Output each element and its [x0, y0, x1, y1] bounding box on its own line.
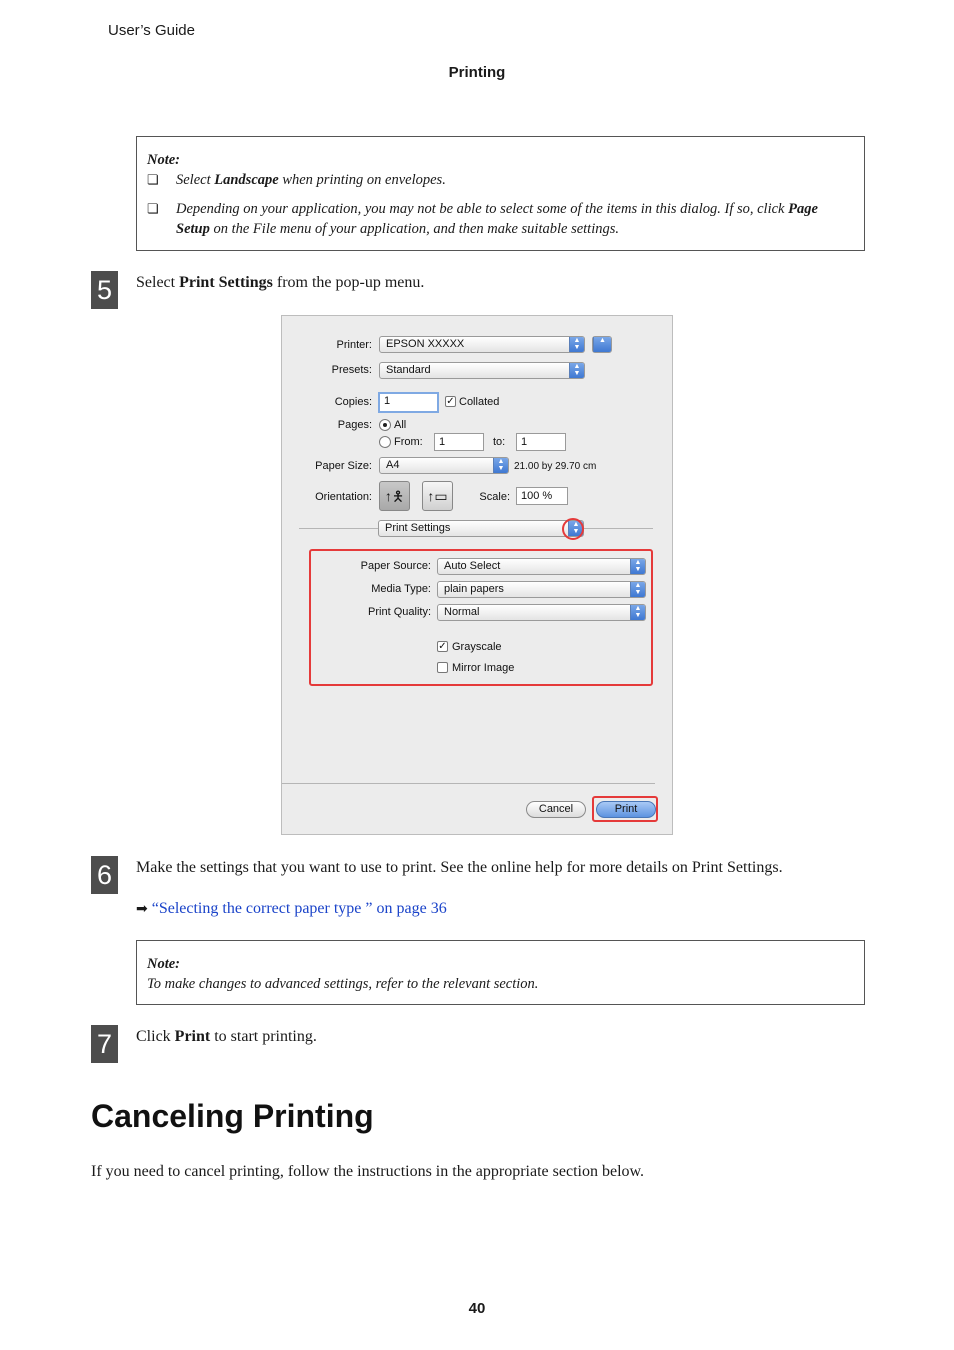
- note-box: [136, 940, 865, 1005]
- scale-input[interactable]: 100 %: [516, 487, 568, 505]
- presets-popup[interactable]: Standard ▲ ▼: [379, 362, 585, 379]
- grayscale-checkbox[interactable]: ✓: [438, 641, 447, 652]
- separator: [282, 783, 655, 784]
- print-dialog: [281, 315, 673, 835]
- updown-arrows-icon: ▲ ▼: [630, 605, 645, 620]
- media-type-popup[interactable]: plain papers ▲ ▼: [437, 581, 646, 598]
- collated-checkbox[interactable]: ✓: [446, 396, 455, 407]
- print-quality-popup[interactable]: Normal ▲ ▼: [437, 604, 646, 621]
- checkbox-bullet-icon: ❏: [147, 201, 159, 216]
- panel-popup[interactable]: Print Settings ▲ ▼: [378, 520, 584, 537]
- note-text: To make changes to advanced settings, refer to the relevant section.: [147, 976, 539, 992]
- printer-label: Printer:: [336, 339, 372, 351]
- printer-popup[interactable]: EPSON XXXXX ▲ ▼: [379, 336, 585, 353]
- pages-all-radio[interactable]: [379, 419, 391, 431]
- landscape-person-icon: ↑▭: [427, 488, 448, 504]
- cross-reference: [136, 898, 447, 920]
- note-bullet: ❏ Depending on your application, you may not be able to select some of the items in this dialog. If so, click Page Setup on the File menu of your application, and then make suitable settings.: [147, 201, 818, 237]
- updown-arrows-icon: ▲ ▼: [493, 458, 508, 473]
- print-quality-label: Print Quality:: [368, 606, 431, 618]
- to-label: to:: [493, 436, 506, 448]
- scale-label: Scale:: [479, 491, 510, 503]
- note-title: Note:: [147, 152, 181, 168]
- note-bullet: ❏ Select Landscape when printing on envelopes.: [147, 172, 446, 188]
- presets-label: Presets:: [331, 364, 372, 376]
- step-5-text: Select Print Settings from the pop-up menu.: [136, 274, 425, 291]
- portrait-person-icon: ↑🯅: [384, 488, 405, 504]
- disclosure-button[interactable]: [592, 336, 612, 353]
- highlight-circle: [562, 518, 584, 540]
- running-header-guide: User’s Guide: [108, 22, 195, 39]
- cross-reference-link[interactable]: “Selecting the correct paper type ” on page 36: [151, 900, 447, 917]
- pages-label: Pages:: [337, 419, 372, 431]
- media-type-label: Media Type:: [371, 583, 431, 595]
- step-number-5: 5: [91, 271, 118, 309]
- page-number: 40: [468, 1300, 486, 1317]
- paper-size-label: Paper Size:: [315, 460, 372, 472]
- updown-arrows-icon: ▲ ▼: [630, 559, 645, 574]
- print-button[interactable]: Print: [596, 801, 656, 818]
- paper-size-popup[interactable]: A4 ▲ ▼: [379, 457, 509, 474]
- step-6-text: Make the settings that you want to use to print. See the online help for more details on Print Settings.: [136, 859, 783, 876]
- landscape-orientation-button[interactable]: [422, 481, 453, 511]
- updown-arrows-icon: ▲ ▼: [630, 582, 645, 597]
- copies-label: Copies:: [334, 396, 372, 408]
- note-box: [136, 136, 865, 251]
- checkbox-bullet-icon: ❏: [147, 172, 159, 187]
- from-input[interactable]: 1: [434, 433, 484, 451]
- orientation-label: Orientation:: [315, 491, 372, 503]
- updown-arrows-icon: ▲ ▼: [568, 521, 583, 536]
- updown-arrows-icon: ▲ ▼: [569, 337, 584, 352]
- to-input[interactable]: 1: [516, 433, 566, 451]
- updown-arrows-icon: ▲ ▼: [569, 363, 584, 378]
- paper-source-label: Paper Source:: [360, 560, 431, 572]
- section-body: If you need to cancel printing, follow the instructions in the appropriate section below.: [91, 1163, 645, 1180]
- cancel-button[interactable]: Cancel: [526, 801, 586, 818]
- paper-source-popup[interactable]: Auto Select ▲ ▼: [437, 558, 646, 575]
- portrait-orientation-button[interactable]: [379, 481, 410, 511]
- step-number-7: 7: [91, 1025, 118, 1063]
- paper-dimensions: 21.00 by 29.70 cm: [514, 461, 597, 472]
- pages-from-radio[interactable]: [379, 436, 391, 448]
- mirror-image-checkbox[interactable]: [437, 662, 448, 673]
- pages-all-label: All: [394, 419, 407, 431]
- arrow-right-icon: ➡: [136, 901, 148, 917]
- grayscale-label: Grayscale: [452, 641, 502, 653]
- from-label: From:: [394, 436, 423, 448]
- note-title: Note:: [147, 956, 181, 972]
- running-header-section: Printing: [448, 64, 506, 81]
- triangle-up-icon: ▲: [593, 337, 611, 352]
- step-7-text: Click Print to start printing.: [136, 1028, 317, 1045]
- highlight-box: [592, 796, 658, 822]
- copies-input[interactable]: 1: [378, 392, 439, 413]
- mirror-image-label: Mirror Image: [452, 662, 515, 674]
- section-heading: Canceling Printing: [91, 1098, 374, 1134]
- collated-label: Collated: [459, 396, 500, 408]
- step-number-6: 6: [91, 856, 118, 894]
